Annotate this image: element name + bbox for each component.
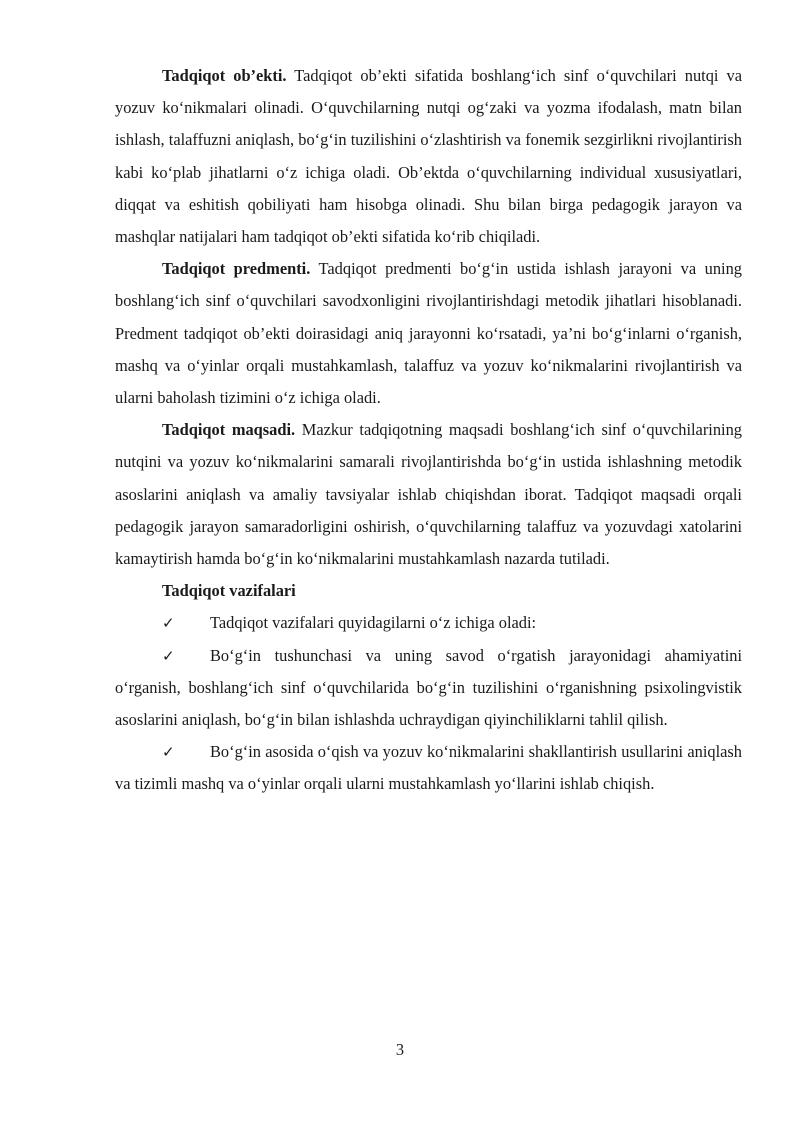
paragraph-text: Mazkur tadqiqotning maqsadi boshlang‘ich sinf o‘quvchilarining nutqini va yozuv ko‘nikmalarini samarali rivojlantirishda bo‘g‘in ustida ishlashning metodik asoslarini aniqlash va amaliy tavsiyalar ishlab chiqishdan iborat. Tadqiqot maqsadi orqali pedagogik jarayon samaradorligini oshirish, o‘quvchilarning talaffuz va yozuvdagi xatolarini kamaytirish hamda bo‘g‘in ko‘nikmalarini mustahkamlash nazarda tutiladi. xyxy=(115,420,742,569)
task-item xyxy=(115,640,742,737)
task-text: Bo‘g‘in tushunchasi va uning savod o‘rgatish jarayonidagi ahamiyatini o‘rganish, boshlang‘ich sinf o‘quvchilarida bo‘g‘in tuzilishini o‘rganishning psixolingvistik asoslarini aniqlash, bo‘g‘in bilan ishlashda uchraydigan qiyinchiliklarni tahlil qilish. xyxy=(115,645,742,730)
task-text: Tadqiqot vazifalari quyidagilarni o‘z ichiga oladi: xyxy=(210,613,537,633)
task-text: Bo‘g‘in asosida o‘qish va yozuv ko‘nikmalarini shakllantirish usullarini aniqlash va tizimli mashq va o‘yinlar orqali ularni mustahkamlash yo‘llarini ishlab chiqish. xyxy=(115,742,742,794)
paragraph-research-goal xyxy=(115,414,742,575)
paragraph-text: Tadqiqot predmenti bo‘g‘in ustida ishlash jarayoni va uning boshlang‘ich sinf o‘quvchilari savodxonligini rivojlantirishdagi metodik jihatlari hisoblanadi. Predment tadqiqot ob’ekti doirasidagi aniq jarayonni ko‘rsatadi, ya’ni bo‘g‘inlarni o‘rganish, mashq va o‘yinlar orqali mustahkamlash, talaffuz va yozuv ko‘nikmalarini rivojlantirish va ularni baholash tizimini o‘z ichiga oladi. xyxy=(115,259,742,408)
paragraph-text: Tadqiqot ob’ekti sifatida boshlang‘ich sinf o‘quvchilari nutqi va yozuv ko‘nikmalari olinadi. O‘quvchilarning nutqi og‘zaki va yozma ifodalash, matn bilan ishlash, talaffuzni aniqlash, bo‘g‘in tuzilishini o‘zlashtirish va fonemik sezgirlikni rivojlantirish kabi ko‘plab jihatlarni o‘z ichiga oladi. Ob’ektda o‘quvchilarning individual xususiyatlari, diqqat va eshitish qobiliyati ham hisobga olinadi. Shu bilan birga pedagogik jarayon va mashqlar natijalari ham tadqiqot ob’ekti sifatida ko‘rib chiqiladi. xyxy=(115,66,742,247)
tasks-title: Tadqiqot vazifalari xyxy=(162,581,296,601)
paragraph-heading: Tadqiqot predmenti. xyxy=(162,259,311,279)
checkmark-icon: ✓ xyxy=(162,646,175,665)
task-item xyxy=(115,736,742,800)
checkmark-icon: ✓ xyxy=(162,743,175,762)
checkmark-icon: ✓ xyxy=(162,614,175,633)
document-page xyxy=(115,60,742,801)
paragraph-research-object xyxy=(115,60,742,253)
paragraph-research-subject xyxy=(115,253,742,414)
task-item xyxy=(115,607,742,639)
page-number: 3 xyxy=(395,1040,405,1059)
paragraph-heading: Tadqiqot maqsadi. xyxy=(162,420,296,440)
paragraph-heading: Tadqiqot ob’ekti. xyxy=(162,66,287,85)
